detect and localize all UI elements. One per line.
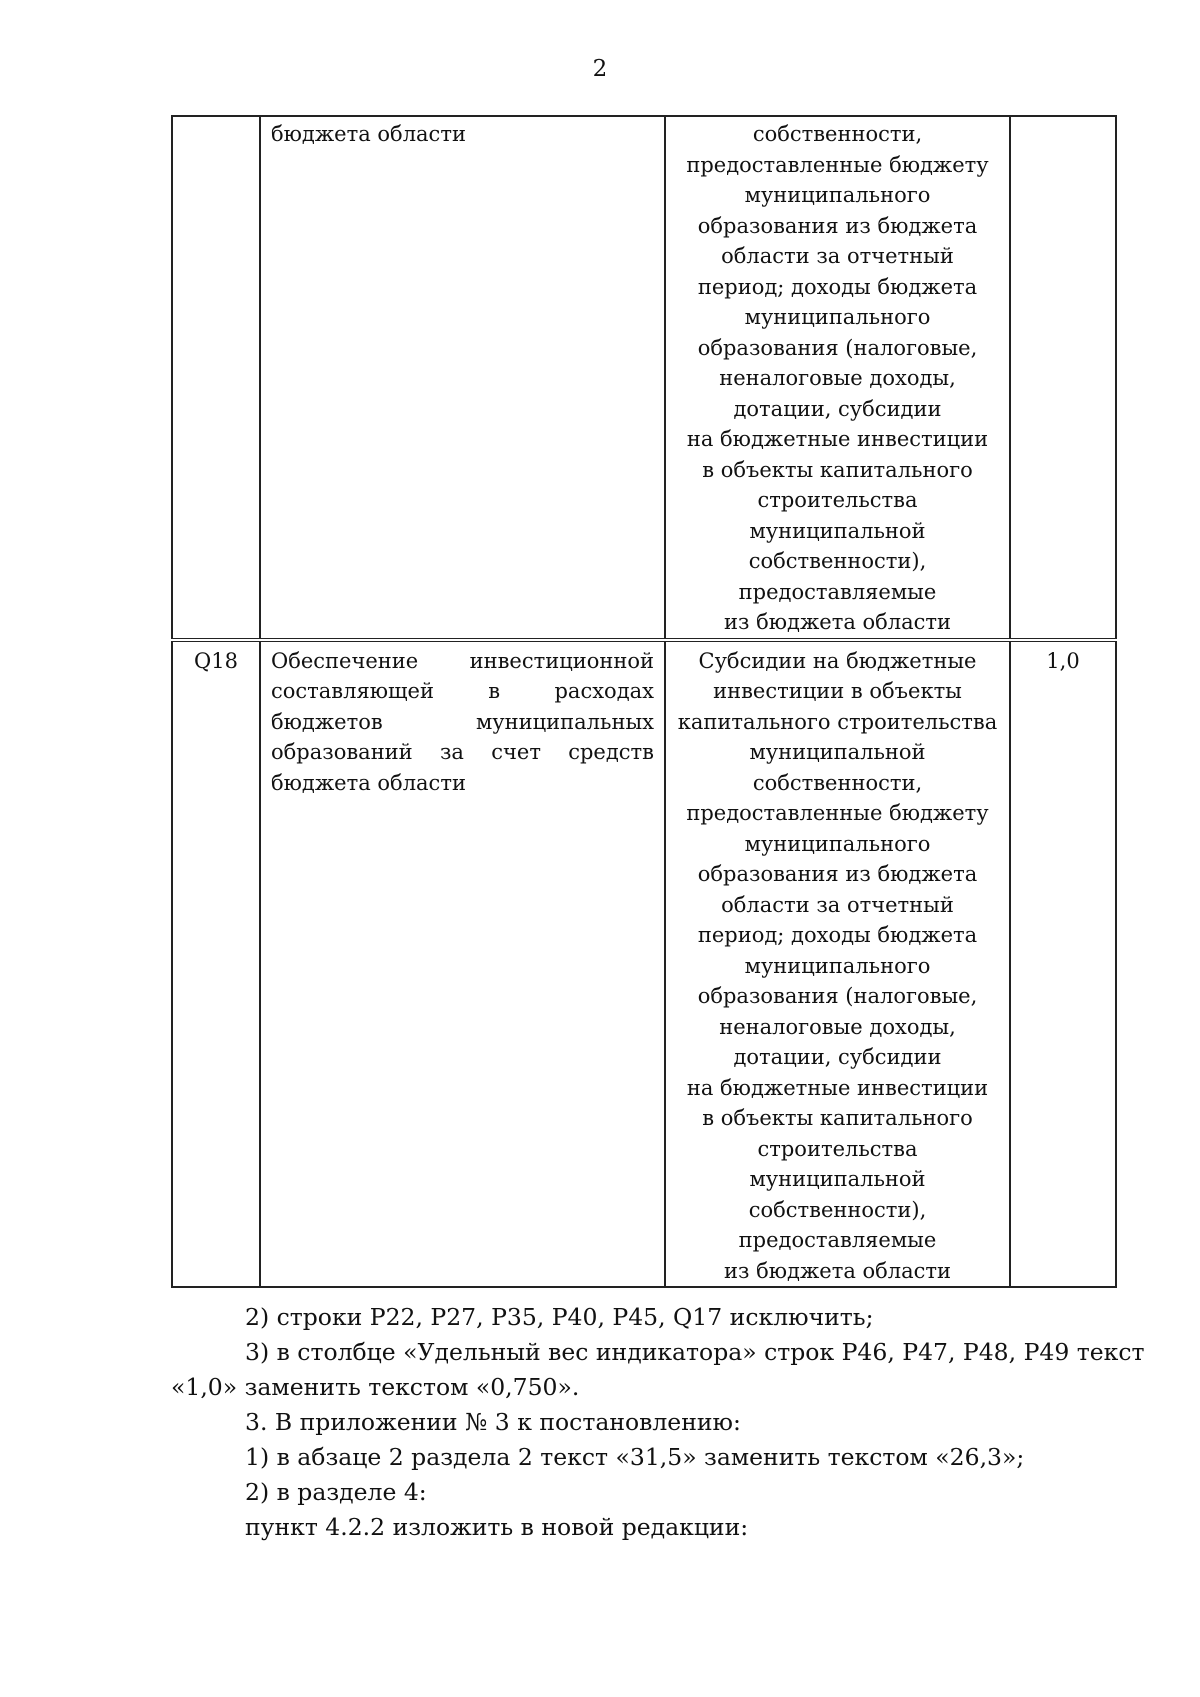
cell-text-line: из бюджета области: [723, 1258, 952, 1283]
cell-text-line: муниципального: [744, 305, 931, 329]
cell-text-line: период; доходы бюджета: [697, 274, 978, 299]
body-paragraph: «1,0» заменить текстом «0,750».: [171, 1373, 580, 1401]
cell-text-line: предоставленные бюджету: [686, 801, 989, 825]
cell-text-line: собственности,: [752, 770, 923, 795]
table-cell-source: [665, 116, 1010, 640]
table-cell-source: [665, 640, 1010, 1288]
table-cell-name: Обеспечение инвестиционной составляющей в расходах бюджетов муниципальных образований за счет средств бюджета области: [260, 640, 665, 1288]
cell-text-line: в объекты капитального: [702, 457, 973, 482]
body-paragraph: 1) в абзаце 2 раздела 2 текст «31,5» заменить текстом «26,3»;: [245, 1443, 1025, 1471]
body-paragraph: 2) в разделе 4:: [245, 1478, 427, 1506]
cell-text-line: собственности),: [748, 549, 927, 573]
body-paragraph: 3) в столбце «Удельный вес индикатора» строк Р46, Р47, Р48, Р49 текст: [245, 1338, 1145, 1366]
cell-text-line: области за отчетный: [721, 892, 954, 917]
cell-text-line: строительства: [757, 1136, 918, 1161]
cell-text-line: из бюджета области: [723, 610, 952, 634]
cell-text-line: дотации, субсидии: [733, 396, 942, 421]
cell-text-line: муниципального: [744, 183, 931, 207]
page-number: 2: [592, 56, 608, 82]
cell-text-line: образования из бюджета: [697, 213, 978, 238]
cell-text-line: муниципального: [744, 953, 931, 978]
cell-text-line: предоставленные бюджету: [686, 152, 989, 177]
cell-text-line: на бюджетные инвестиции: [686, 427, 989, 451]
table-cell-name: [260, 116, 665, 640]
cell-text-line: период; доходы бюджета: [697, 923, 978, 947]
cell-text-line: неналоговые доходы,: [719, 1014, 956, 1039]
cell-text-line: образования (налоговые,: [697, 984, 978, 1008]
cell-text-line: образования (налоговые,: [697, 335, 978, 360]
cell-text-line: на бюджетные инвестиции: [686, 1075, 989, 1100]
table-cell-weight: [1010, 116, 1116, 640]
body-paragraph: 3. В приложении № 3 к постановлению:: [245, 1408, 741, 1436]
cell-text-line: Субсидии на бюджетные: [698, 648, 977, 673]
indicator-table: [171, 115, 1117, 1288]
cell-text-line: муниципальной: [749, 740, 926, 764]
cell-text-line: бюджета области: [271, 122, 466, 146]
cell-text-line: инвестиции в объекты: [713, 679, 962, 703]
cell-text-line: строительства: [757, 488, 918, 512]
cell-text-line: собственности),: [748, 1197, 927, 1222]
cell-text-line: неналоговые доходы,: [719, 366, 956, 390]
table-cell-weight: 1,0: [1010, 640, 1116, 1288]
cell-text-line: области за отчетный: [721, 244, 954, 268]
table-cell-code: Q18: [172, 640, 260, 1288]
table-cell-code: [172, 116, 260, 640]
body-paragraph: 2) строки Р22, Р27, Р35, Р40, Р45, Q17 исключить;: [245, 1303, 874, 1331]
cell-text-line: муниципальной: [749, 518, 926, 543]
cell-text-line: муниципального: [744, 831, 931, 856]
cell-text-line: предоставляемые: [738, 1228, 937, 1252]
cell-text-line: муниципальной: [749, 1167, 926, 1191]
body-paragraph: пункт 4.2.2 изложить в новой редакции:: [245, 1513, 749, 1541]
table-row: [172, 116, 1116, 640]
cell-text-line: дотации, субсидии: [733, 1045, 942, 1069]
table-row: [172, 640, 1116, 1288]
cell-text-line: предоставляемые: [738, 579, 937, 604]
cell-text-line: в объекты капитального: [702, 1106, 973, 1130]
cell-text-line: капитального строительства: [677, 709, 998, 734]
cell-text-line: образования из бюджета: [697, 862, 978, 886]
cell-text-line: собственности,: [752, 122, 923, 146]
